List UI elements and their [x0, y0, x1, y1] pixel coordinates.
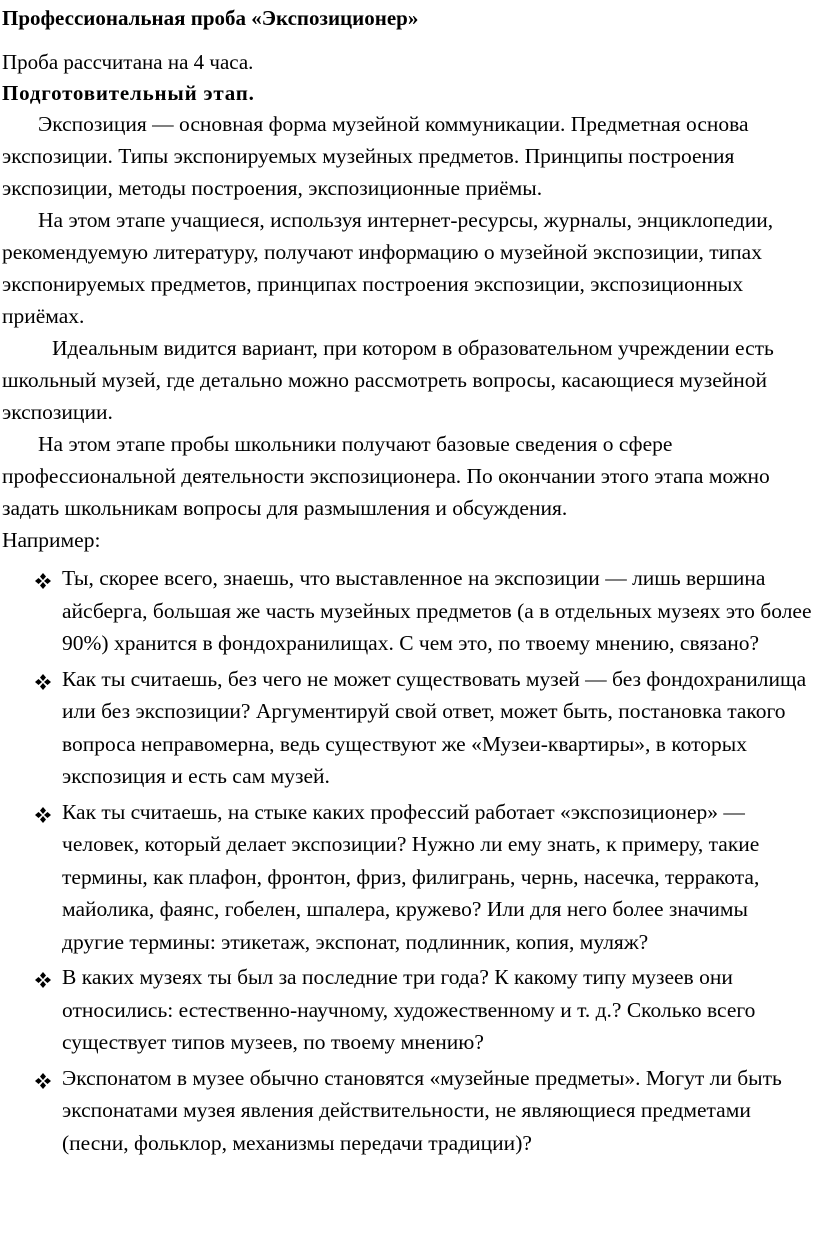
- list-item: [0, 663, 812, 793]
- list-item: [0, 961, 812, 1059]
- list-item: [0, 562, 812, 660]
- question-text: Как ты считаешь, без чего не может существовать музей — без фондохранилища или без экспозиции? Аргументируй свой ответ, может быть, постановка такого вопроса неправомерна, ведь существуют же «Музеи-квартиры», в которых экспозиция и есть сам музей.: [62, 666, 807, 788]
- paragraph-4: На этом этапе пробы школьники получают базовые сведения о сфере профессиональной деятельности экспозиционера. По окончании этого этапа можно задать школьникам вопросы для размышления и обсуждения.: [2, 432, 770, 520]
- question-text: Как ты считаешь, на стыке каких профессий работает «экспозиционер» — человек, который делает экспозиции? Нужно ли ему знать, к примеру, такие термины, как плафон, фронтон, фриз, филигрань, чернь, насечка, терракота, майолика, фаянс, гобелен, шпалера, кружево? Или для него более значимы другие термины: этикетаж, экспонат, подлинник, копия, муляж?: [62, 799, 760, 954]
- intro-paragraphs: [2, 108, 812, 556]
- example-label: Например:: [2, 528, 101, 552]
- duration-text: Проба рассчитана на 4 часа.: [2, 50, 254, 74]
- question-list: [0, 562, 812, 1162]
- four-diamond-bullet-icon: [34, 1072, 52, 1090]
- stage-heading: Подготовительный этап.: [2, 81, 255, 105]
- question-text: В каких музеях ты был за последние три года? К какому типу музеев они относились: естественно-научному, художественному и т. д.? Сколько всего существует типов музеев, по твоему мнению?: [62, 965, 756, 1054]
- question-text: Экспонатом в музее обычно становятся «музейные предметы». Могут ли быть экспонатами музея явления действительности, не являющиеся предметами (песни, фольклор, механизмы передачи традиции)?: [62, 1065, 782, 1155]
- four-diamond-bullet-icon: [34, 673, 52, 691]
- paragraph-1: Экспозиция — основная форма музейной коммуникации. Предметная основа экспозиции. Типы экспонируемых музейных предметов. Принципы построения экспозиции, методы построения, экспозиционные приёмы.: [2, 112, 749, 200]
- list-item: [0, 796, 812, 959]
- four-diamond-bullet-icon: [34, 806, 52, 824]
- question-text: Ты, скорее всего, знаешь, что выставленное на экспозиции — лишь вершина айсберга, большая же часть музейных предметов (а в отдельных музеях это более 90%) хранится в фондохранилищах. С чем это, по твоему мнению, связано?: [62, 566, 812, 655]
- four-diamond-bullet-icon: [34, 572, 52, 590]
- list-item: [0, 1062, 812, 1160]
- paragraph-2: На этом этапе учащиеся, используя интернет-ресурсы, журналы, энциклопедии, рекомендуемую литературу, получают информацию о музейной экспозиции, типах экспонируемых предметов, принципах построения экспозиции, экспозиционных приёмах.: [2, 208, 774, 328]
- document-title: Профессиональная проба «Экспозиционер»: [2, 6, 419, 30]
- four-diamond-bullet-icon: [34, 971, 52, 989]
- paragraph-3: Идеальным видится вариант, при котором в образовательном учреждении есть школьный музей, где детально можно рассмотреть вопросы, касающиеся музейной экспозиции.: [2, 336, 774, 424]
